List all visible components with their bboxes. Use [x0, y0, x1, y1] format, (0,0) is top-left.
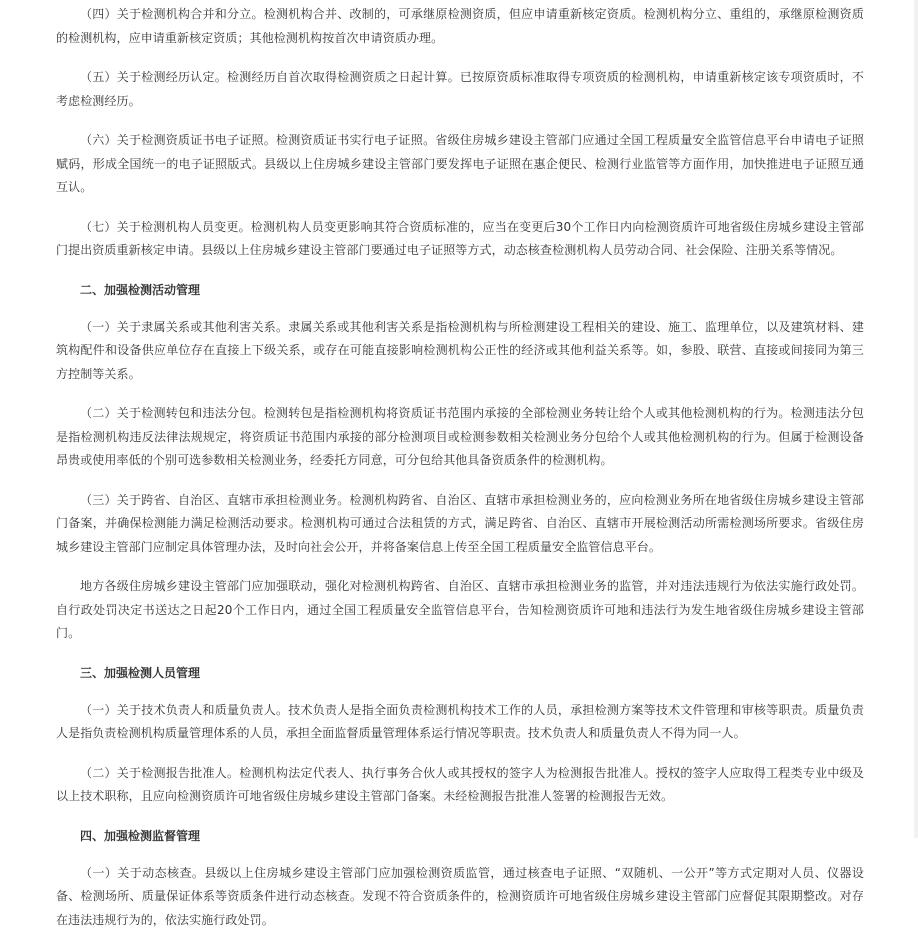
paragraph-affiliation-relations: （一）关于隶属关系或其他利害关系。隶属关系或其他利害关系是指检测机构与所检测建设工程相关的建设、施工、监理单位，以及建筑材料、建筑构配件和设备供应单位存在直接上下级关系，或存在可能直接影响检测机构公正性的经济或其他利益关系等。如，参股、联营、直接或间接同为第三方控制等关系。	[56, 319, 864, 381]
paragraph-merger-and-split: （四）关于检测机构合并和分立。检测机构合并、改制的，可承继原检测资质，但应申请重新核定资质。检测机构分立、重组的，承继原检测资质的检测机构，应申请重新核定资质；其他检测机构按首次申请资质办理。	[56, 7, 864, 45]
paragraph-report-approver: （二）关于检测报告批准人。检测机构法定代表人、执行事务合伙人或其授权的签字人为检测报告批准人。授权的签字人应取得工程类专业中级及以上技术职称，且应向检测资质许可地省级住房城乡建设主管部门备案。未经检测报告批准人签署的检测报告无效。	[56, 765, 864, 803]
section-heading-activity-management: 二、加强检测活动管理	[80, 282, 201, 297]
paragraph-dynamic-verification: （一）关于动态核查。县级以上住房城乡建设主管部门应加强检测资质监管，通过核查电子证照、“双随机、一公开”等方式定期对人员、仪器设备、检测场所、质量保证体系等资质条件进行动态核查。发现不符合资质条件的，检测资质许可地省级住房城乡建设主管部门应督促其限期整改。对存在违法违规行为的，依法实施行政处罚。	[56, 865, 864, 927]
paragraph-subcontracting: （二）关于检测转包和违法分包。检测转包是指检测机构将资质证书范围内承接的全部检测业务转让给个人或其他检测机构的行为。检测违法分包是指检测机构违反法律法规规定，将资质证书范围内承接的部分检测项目或检测参数相关检测业务分包给个人或其他检测机构的行为。但属于检测设备昂贵或使用率低的个别可选参数相关检测业务，经委托方同意，可分包给其他具备资质条件的检测机构。	[56, 406, 864, 467]
paragraph-personnel-change: （七）关于检测机构人员变更。检测机构人员变更影响其符合资质标准的，应当在变更后30个工作日内向检测资质许可地省级住房城乡建设主管部门提出资质重新核定申请。县级以上住房城乡建设主管部门要通过电子证照等方式，动态核查检测机构人员劳动合同、社会保险、注册关系等情况。	[56, 219, 864, 257]
paragraph-regional-linkage: 地方各级住房城乡建设主管部门应加强联动，强化对检测机构跨省、自治区、直辖市承担检测业务的监管，并对违法违规行为依法实施行政处罚。自行政处罚决定书送达之日起20个工作日内，通过全国工程质量安全监管信息平台，告知检测资质许可地和违法行为发生地省级住房城乡建设主管部门。	[56, 579, 864, 640]
section-heading-supervision-management: 四、加强检测监督管理	[80, 828, 201, 843]
paragraph-experience-recognition: （五）关于检测经历认定。检测经历自首次取得检测资质之日起计算。已按原资质标准取得专项资质的检测机构，申请重新核定该专项资质时，不考虑检测经历。	[56, 70, 864, 108]
article-body	[56, 3, 864, 948]
paragraph-technical-quality-leads: （一）关于技术负责人和质量负责人。技术负责人是指全面负责检测机构技术工作的人员，承担检测方案等技术文件管理和审核等职责。质量负责人是指负责检测机构质量管理体系的人员，承担全面监督质量管理体系运行情况等职责。技术负责人和质量负责人不得为同一人。	[56, 702, 864, 740]
section-heading-personnel-management: 三、加强检测人员管理	[80, 665, 201, 680]
vertical-scrollbar[interactable]	[914, 0, 918, 838]
paragraph-cross-province: （三）关于跨省、自治区、直辖市承担检测业务。检测机构跨省、自治区、直辖市承担检测业务的，应向检测业务所在地省级住房城乡建设主管部门备案，并确保检测能力满足检测活动要求。检测机构可通过合法租赁的方式，满足跨省、自治区、直辖市开展检测活动所需检测场所要求。省级住房城乡建设主管部门应制定具体管理办法，及时向社会公开，并将备案信息上传至全国工程质量安全监管信息平台。	[56, 492, 864, 554]
paragraph-electronic-certificate: （六）关于检测资质证书电子证照。检测资质证书实行电子证照。省级住房城乡建设主管部门应通过全国工程质量安全监管信息平台申请电子证照赋码，形成全国统一的电子证照版式。县级以上住房城乡建设主管部门要发挥电子证照在惠企便民、检测行业监管等方面作用，加快推进电子证照互通互认。	[56, 133, 864, 194]
